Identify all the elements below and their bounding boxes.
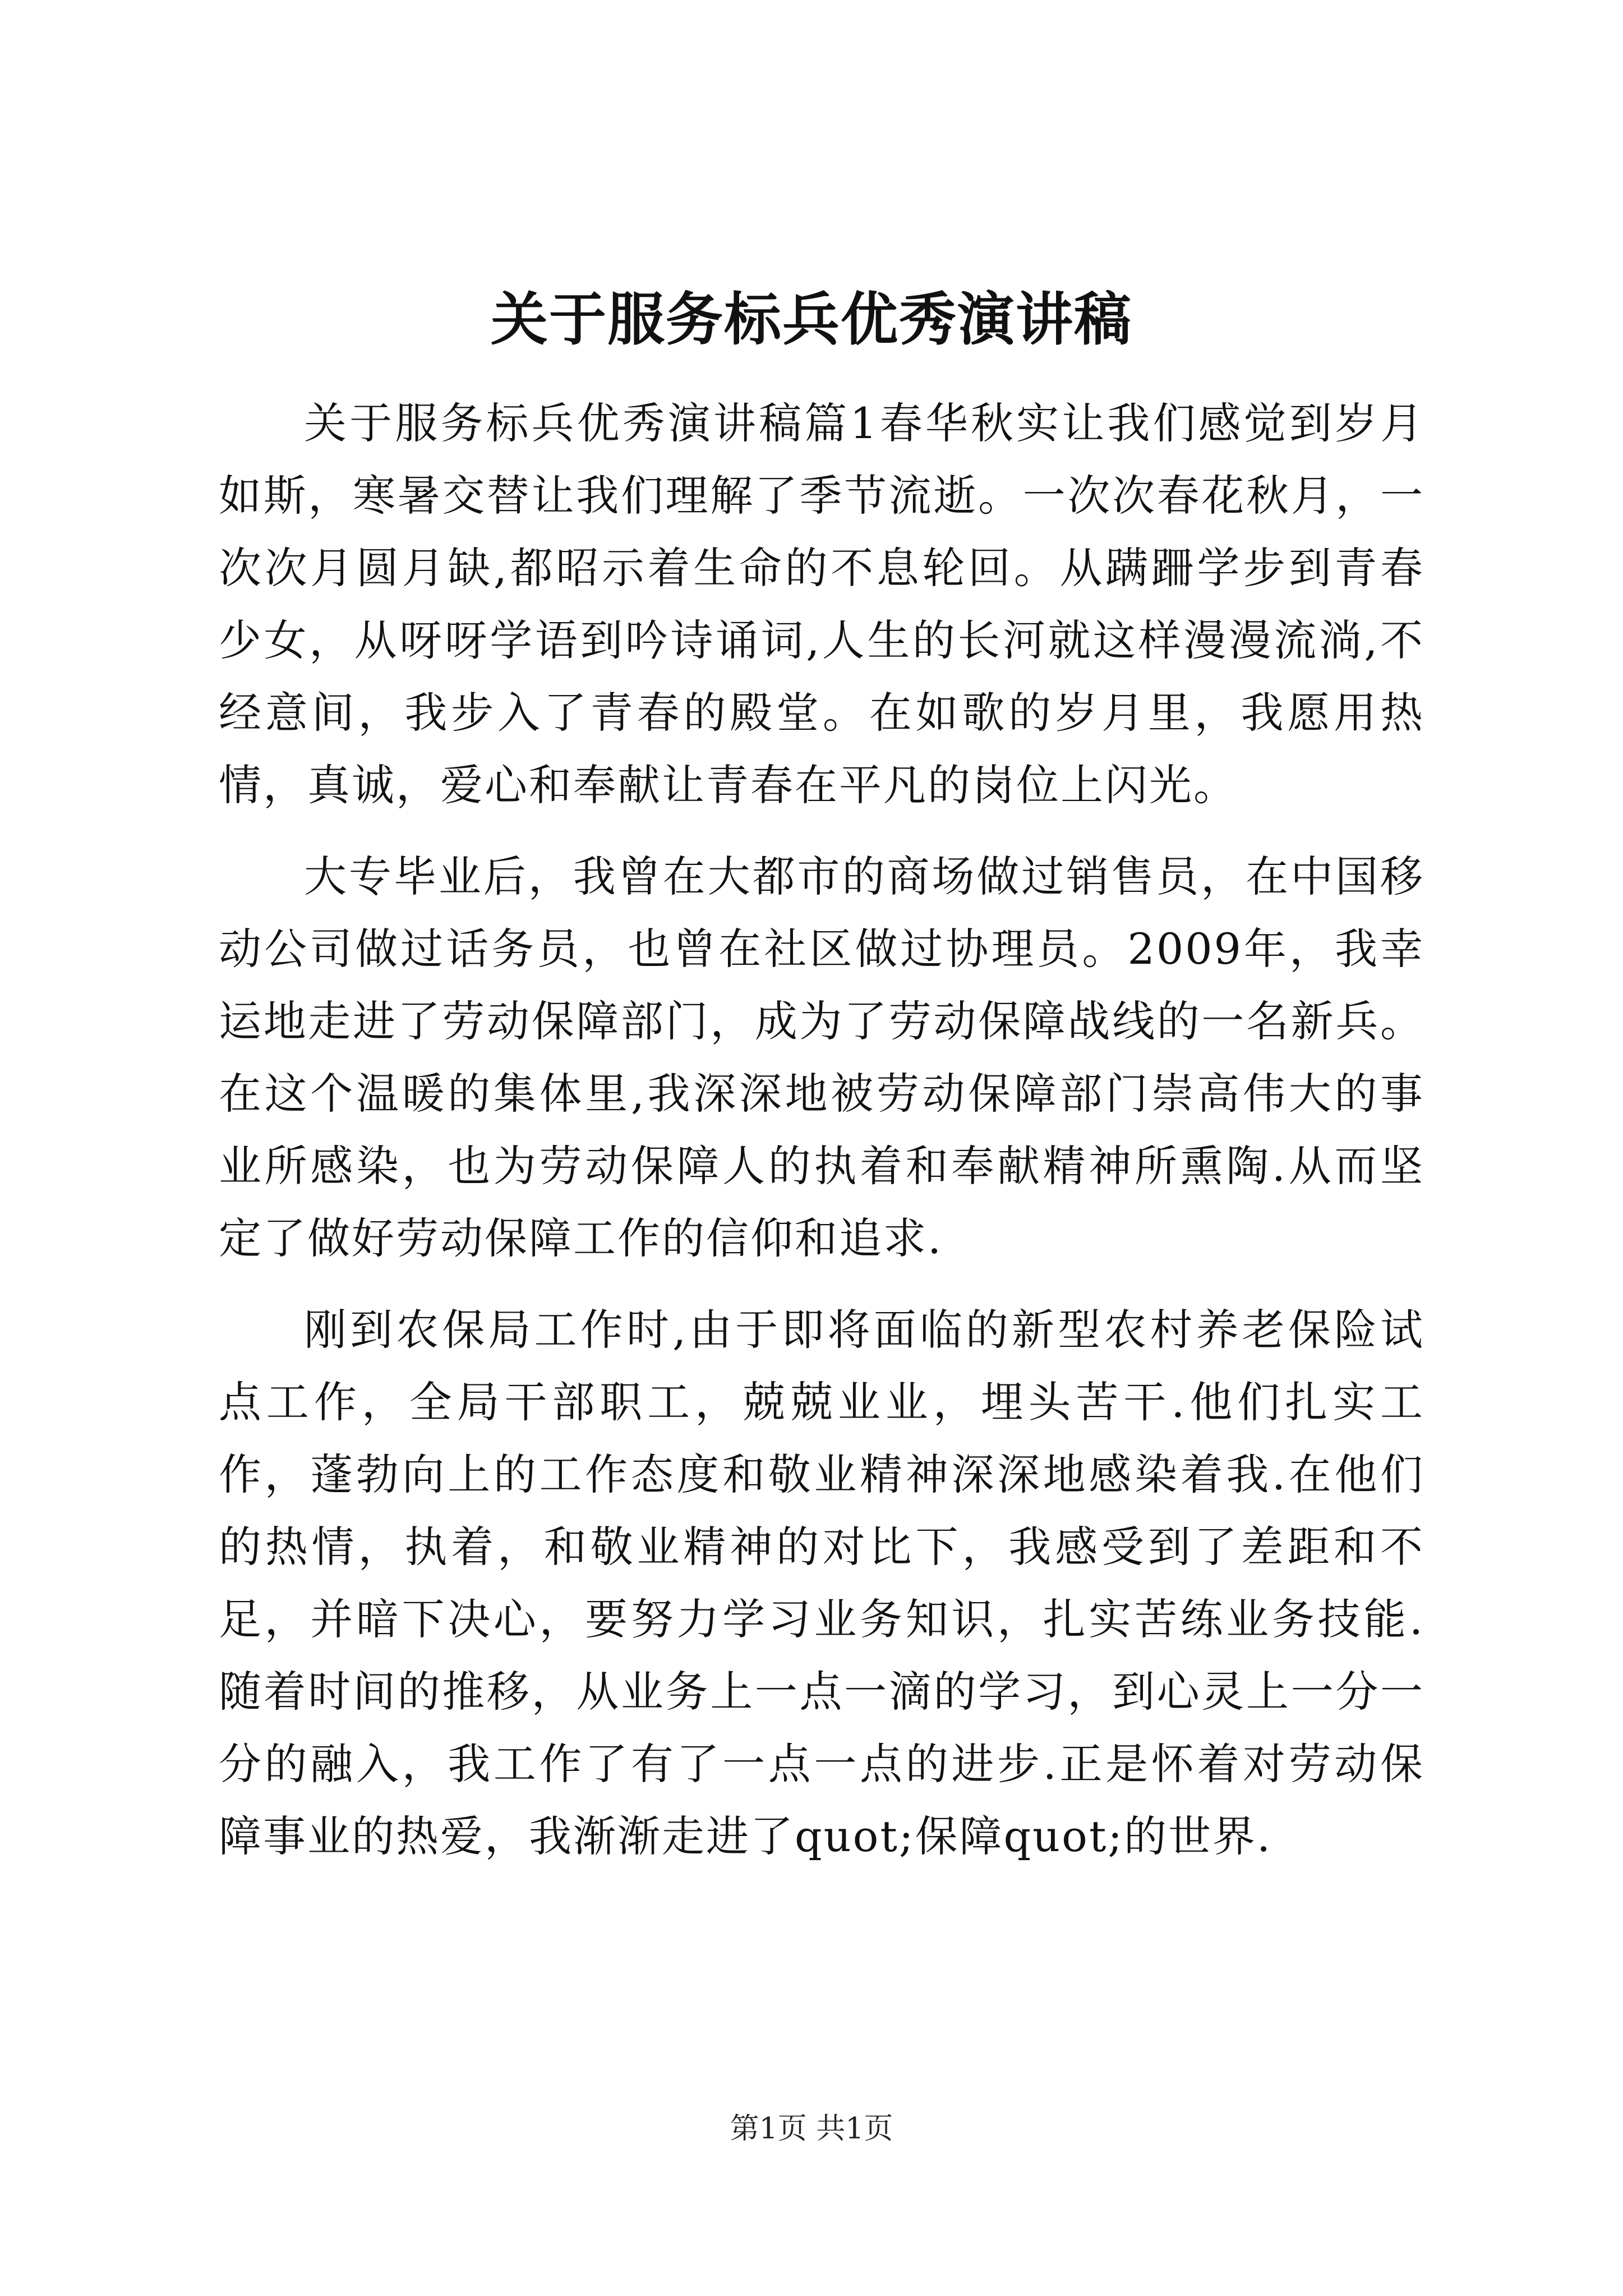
document-title: 关于服务标兵优秀演讲稿: [491, 286, 1132, 353]
paragraph-3: 刚到农保局工作时,由于即将面临的新型农村养老保险试点工作，全局干部职工，兢兢业业，埋头苦干.他们扎实工作，蓬勃向上的工作态度和敬业精神深深地感染着我.在他们的热情，执着，和敬业精神的对比下，我感受到了差距和不足，并暗下决心，要努力学习业务知识，扎实苦练业务技能.随着时间的推移，从业务上一点一滴的学习，到心灵上一分一分的融入，我工作了有了一点一点的进步.正是怀着对劳动保障事业的热爱，我渐渐走进了quot;保障quot;的世界.: [219, 1305, 1424, 1861]
page-footer: [0, 2109, 1623, 2148]
page-number-label: 第1页: [730, 2112, 807, 2146]
paragraph-2: 大专毕业后，我曾在大都市的商场做过销售员，在中国移动公司做过话务员，也曾在社区做过协理员。2009年，我幸运地走进了劳动保障部门，成为了劳动保障战线的一名新兵。在这个温暖的集体里,我深深地被劳动保障部门崇高伟大的事业所感染，也为劳动保障人的执着和奉献精神所熏陶.从而坚定了做好劳动保障工作的信仰和追求.: [219, 852, 1424, 1263]
document-body: [219, 387, 1424, 1892]
page-total-label: 共1页: [816, 2112, 893, 2146]
paragraph-1: 关于服务标兵优秀演讲稿篇1春华秋实让我们感觉到岁月如斯，寒暑交替让我们理解了季节流逝。一次次春花秋月，一次次月圆月缺,都昭示着生命的不息轮回。从蹒跚学步到青春少女，从呀呀学语到吟诗诵词,人生的长河就这样漫漫流淌,不经意间，我步入了青春的殿堂。在如歌的岁月里，我愿用热情，真诚，爱心和奉献让青春在平凡的岗位上闪光。: [219, 398, 1424, 810]
